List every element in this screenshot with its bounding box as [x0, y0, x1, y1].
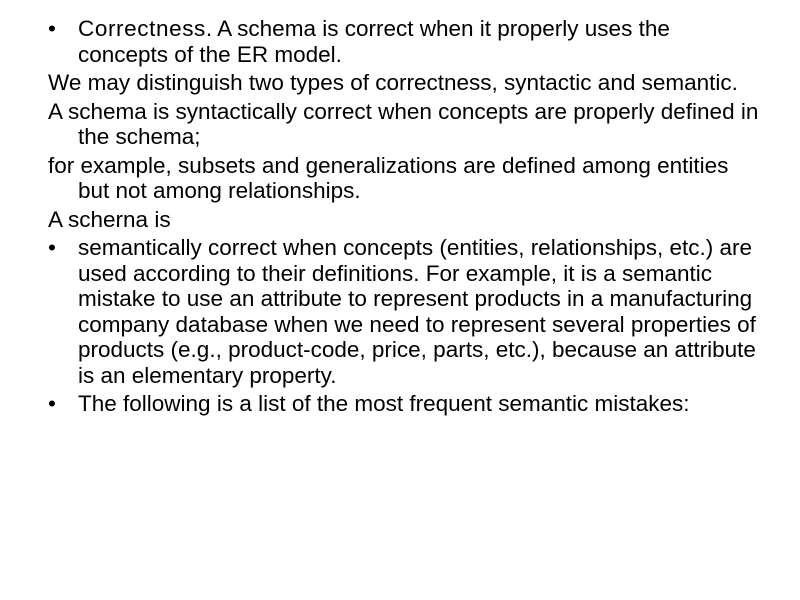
paragraph-text: for example, subsets and generalizations are defined among entities but not among relationships. [48, 152, 729, 203]
slide-body [48, 16, 763, 420]
paragraph-text: semantically correct when concepts (entities, relationships, etc.) are used according to their definitions. For example, it is a semantic mistake to use an attribute to represent products in a manufacturing company database when we need to represent several properties of products (e.g., product-code, price, parts, etc.), because an attribute is an elementary property. [78, 235, 756, 388]
paragraph-semantic-correctness [48, 235, 763, 388]
term-correctness: Correctness [78, 16, 206, 41]
paragraph-correctness [48, 16, 763, 67]
paragraph-text: . A schema is correct when it properly uses the concepts of the ER model. [78, 16, 670, 67]
bullet-icon: • [48, 235, 56, 260]
bullet-icon: • [48, 391, 56, 416]
paragraph-types-of-correctness [48, 70, 763, 96]
paragraph-schema-is [48, 207, 763, 233]
paragraph-example-generalizations [48, 153, 763, 204]
paragraph-frequent-mistakes [48, 391, 763, 417]
paragraph-text: The following is a list of the most frequent semantic mistakes: [78, 391, 690, 416]
paragraph-text: A scherna is [48, 206, 171, 232]
paragraph-text: A schema is syntactically correct when concepts are properly defined in the schema; [48, 98, 759, 149]
paragraph-syntactic-correctness [48, 99, 763, 150]
paragraph-text: We may distinguish two types of correctness, syntactic and semantic. [48, 70, 738, 95]
bullet-icon: • [48, 16, 56, 41]
